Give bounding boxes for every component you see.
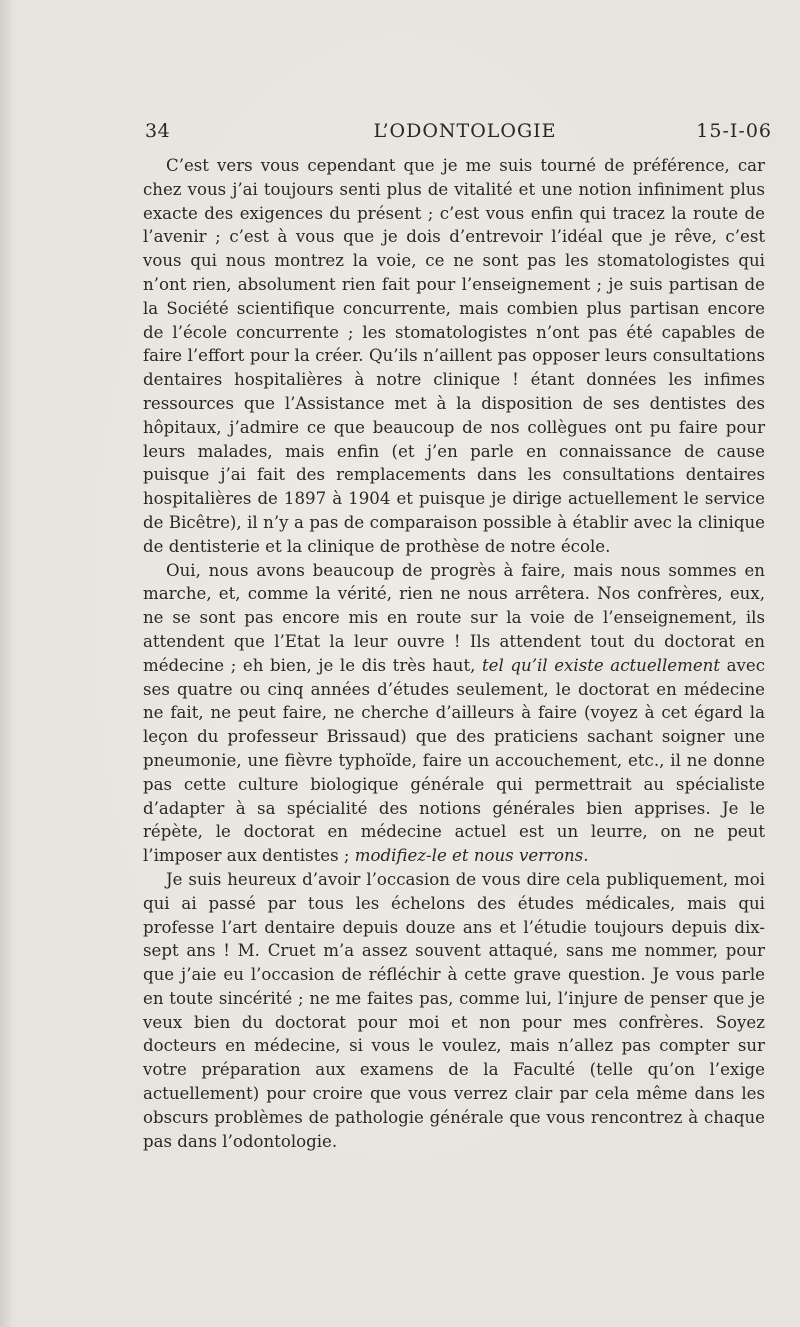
paragraph-1-text: C’est vers vous cependant que je me suis tourné de préférence, car chez vous j’ai toujours senti plus de vitalité et une notion infiniment plus exacte des exigences du présent ; c’est vous enfin qui tracez la route de l’avenir ; c’est à vous que je dois d’entrevoir l’idéal que je rêve, c’est vous qui nous montrez la voie, ce ne sont pas les stomatologistes qui n’ont rien, absolument rien fait pour l’enseignement ; je suis partisan de la Société scientifique concurrente, mais combien plus partisan encore de l’école concurrente ; les stomatologistes n’ont pas été capables de faire l’effort pour la créer. Qu’ils n’aillent pas opposer leurs consultations dentaires hospitalières à notre clinique ! étant données les infimes ressources que l’Assistance met à la disposition de ses dentistes des hôpitaux, j’admire ce que beaucoup de nos collègues ont pu faire pour leurs malades, mais enfin (et j’en parle en connaissance de cause puisque j’ai fait des remplacements dans les consultations dentaires hospitalières de 1897 à 1904 et puisque je dirige actuellement le service de Bicêtre), il n’y a pas de comparaison possible à établir avec la clinique de dentisterie et la clinique de prothèse de notre école. <box>143 156 765 556</box>
paragraph-3 <box>143 868 765 1154</box>
page-number: 34 <box>145 120 171 142</box>
issue-date: 15-I-06 <box>696 120 772 142</box>
article-body <box>143 154 765 1153</box>
paragraph-2-italic-a: tel qu’il existe actuellement <box>482 655 721 675</box>
paragraph-2 <box>143 559 765 868</box>
paragraph-2-italic-b: modifiez-le et nous verrons. <box>354 846 589 866</box>
paragraph-2-text-a: Oui, nous avons beaucoup de progrès à faire, mais nous sommes en marche, et, comme la vérité, rien ne nous arrêtera. Nos confrères, eux, ne se sont pas encore mis en route sur la voie de l’enseignement, ils attendent que l’Etat la leur ouvre ! Ils attendent tout du doctorat en médecine ; eh bien, je le dis très haut, <box>143 560 765 675</box>
paragraph-3-text: Je suis heureux d’avoir l’occasion de vous dire cela publiquement, moi qui ai passé par tous les échelons des études médicales, mais qui professe l’art dentaire depuis douze ans et l’étudie toujours depuis dix-sept ans ! M. Cruet m’a assez souvent attaqué, sans me nommer, pour que j’aie eu l’occasion de réfléchir à cette grave question. Je vous parle en toute sincérité ; ne me faites pas, comme lui, l’injure de penser que je veux bien du doctorat pour moi et non pour mes confrères. Soyez docteurs en médecine, si vous le voulez, mais n’allez pas compter sur votre préparation aux examens de la Faculté (telle qu’on l’exige actuellement) pour croire que vous verrez clair par cela même dans les obscurs problèmes de pathologie générale que vous rencontrez à chaque pas dans l’odontologie. <box>143 869 765 1151</box>
journal-title: L’ODONTOLOGIE <box>373 120 557 142</box>
paragraph-1 <box>143 154 765 559</box>
paragraph-2-text-b: avec ses quatre ou cinq années d’études seulement, le doctorat en médecine ne fait, ne peut faire, ne cherche d’ailleurs à faire (voyez à cet égard la leçon du professeur Brissaud) que des praticiens sachant soigner une pneumonie, une fièvre typhoïde, faire un accouchement, etc., il ne donne pas cette culture biologique générale qui permettrait au spécialiste d’adapter à sa spécialité des notions générales bien apprises. Je le répète, le doctorat en médecine actuel est un leurre, on ne peut l’imposer aux dentistes ; <box>143 655 765 866</box>
running-header <box>145 120 785 150</box>
page-edge-shadow <box>0 0 14 1327</box>
